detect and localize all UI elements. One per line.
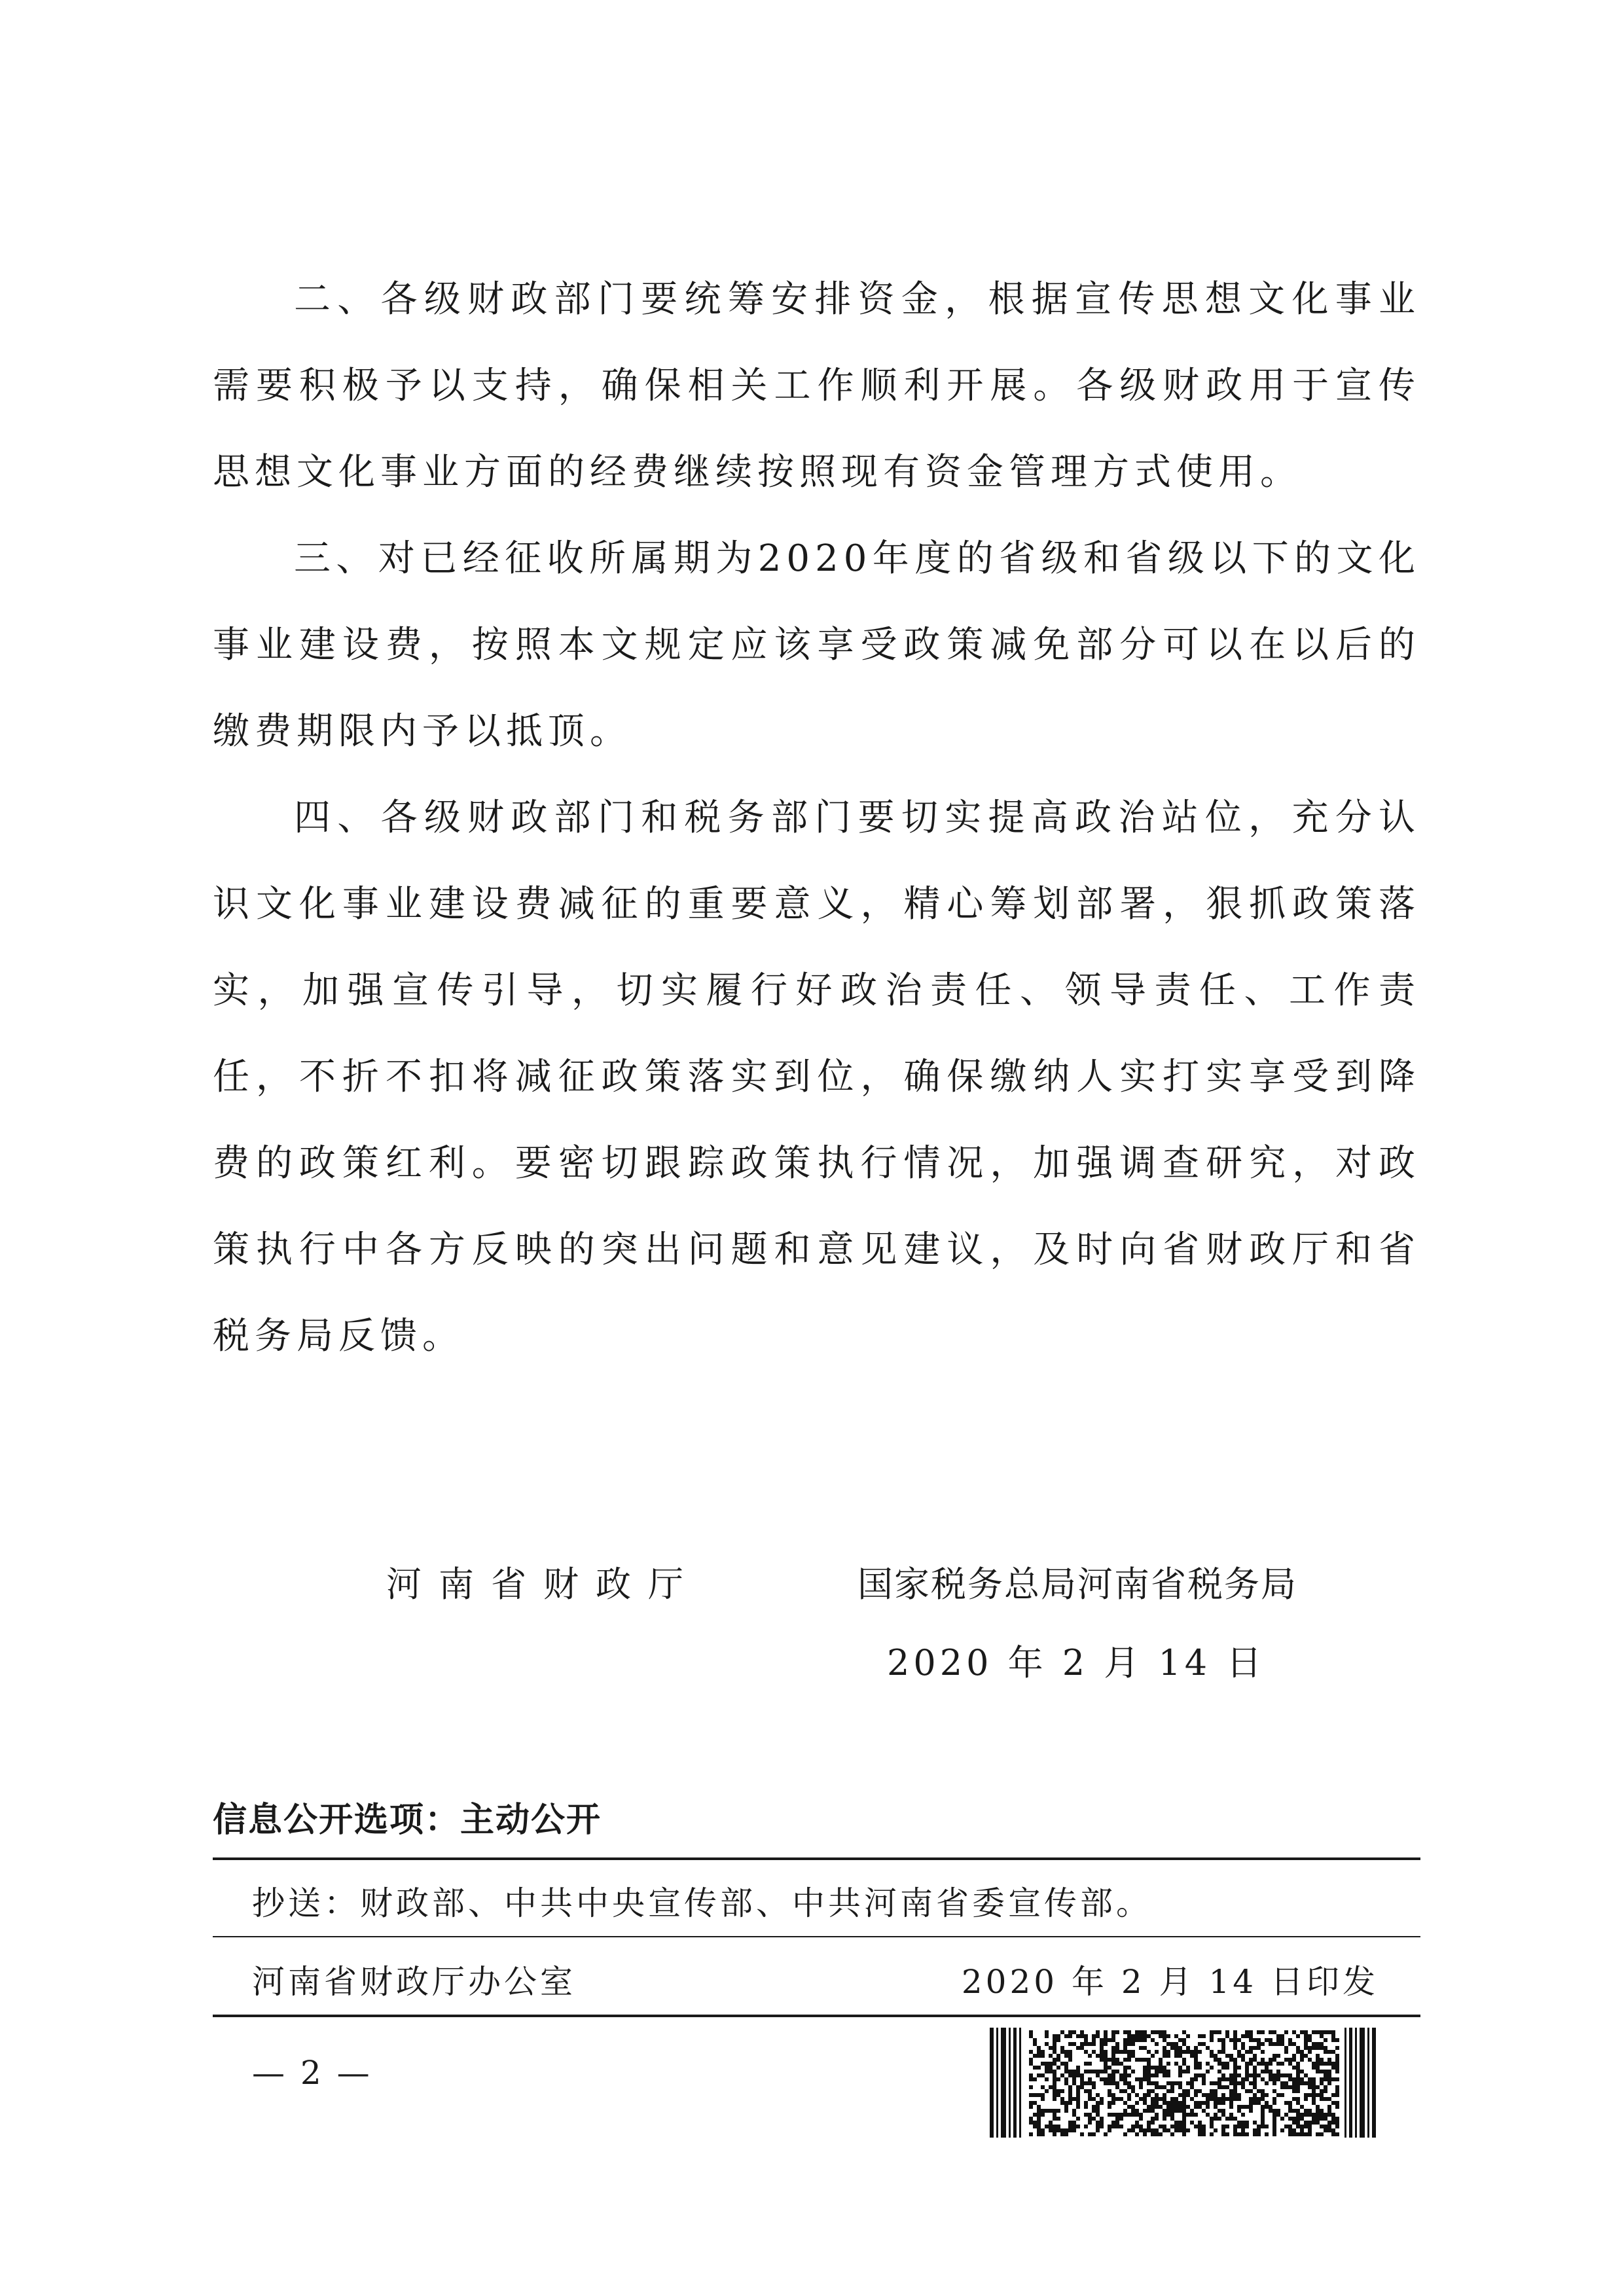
disclosure-option: 信息公开选项：主动公开 [213,1801,602,1840]
divider-bottom [213,2015,1420,2017]
barcode-image [990,2028,1376,2138]
issuing-office: 河南省财政厅办公室 [252,1963,576,2001]
barcode-graphic [990,2028,1376,2138]
signature-date: 2020 年 2 月 14 日 [887,1642,1266,1683]
divider-middle [213,1936,1420,1937]
signature-org-tax: 国家税务总局河南省税务局 [857,1564,1297,1605]
paragraph-2: 二、各级财政部门要统筹安排资金，根据宣传思想文化事业需要积极予以支持，确保相关工作顺利开展。各级财政用于宣传思想文化事业方面的经费继续按照现有资金管理方式使用。 [213,278,1420,493]
paragraph-3: 三、对已经征收所属期为2020年度的省级和省级以下的文化事业建设费，按照本文规定应该享受政策减免部分可以在以后的缴费期限内予以抵顶。 [213,537,1420,753]
cc-line: 抄送：财政部、中共中央宣传部、中共河南省委宣传部。 [252,1884,1152,1922]
issue-date: 2020 年 2 月 14 日印发 [961,1963,1379,2001]
paragraph-4: 四、各级财政部门和税务部门要切实提高政治站位，充分认识文化事业建设费减征的重要意义，精心筹划部署，狠抓政策落实，加强宣传引导，切实履行好政治责任、领导责任、工作责任，不折不扣将减征政策落实到位，确保缴纳人实打实享受到降费的政策红利。要密切跟踪政策执行情况，加强调查研究，对政策执行中各方反映的突出问题和意见建议，及时向省财政厅和省税务局反馈。 [213,797,1420,1357]
signature-org-finance: 河南省财政厅 [386,1564,700,1605]
page-number: — 2 — [252,2054,372,2092]
divider-top [213,1857,1420,1860]
